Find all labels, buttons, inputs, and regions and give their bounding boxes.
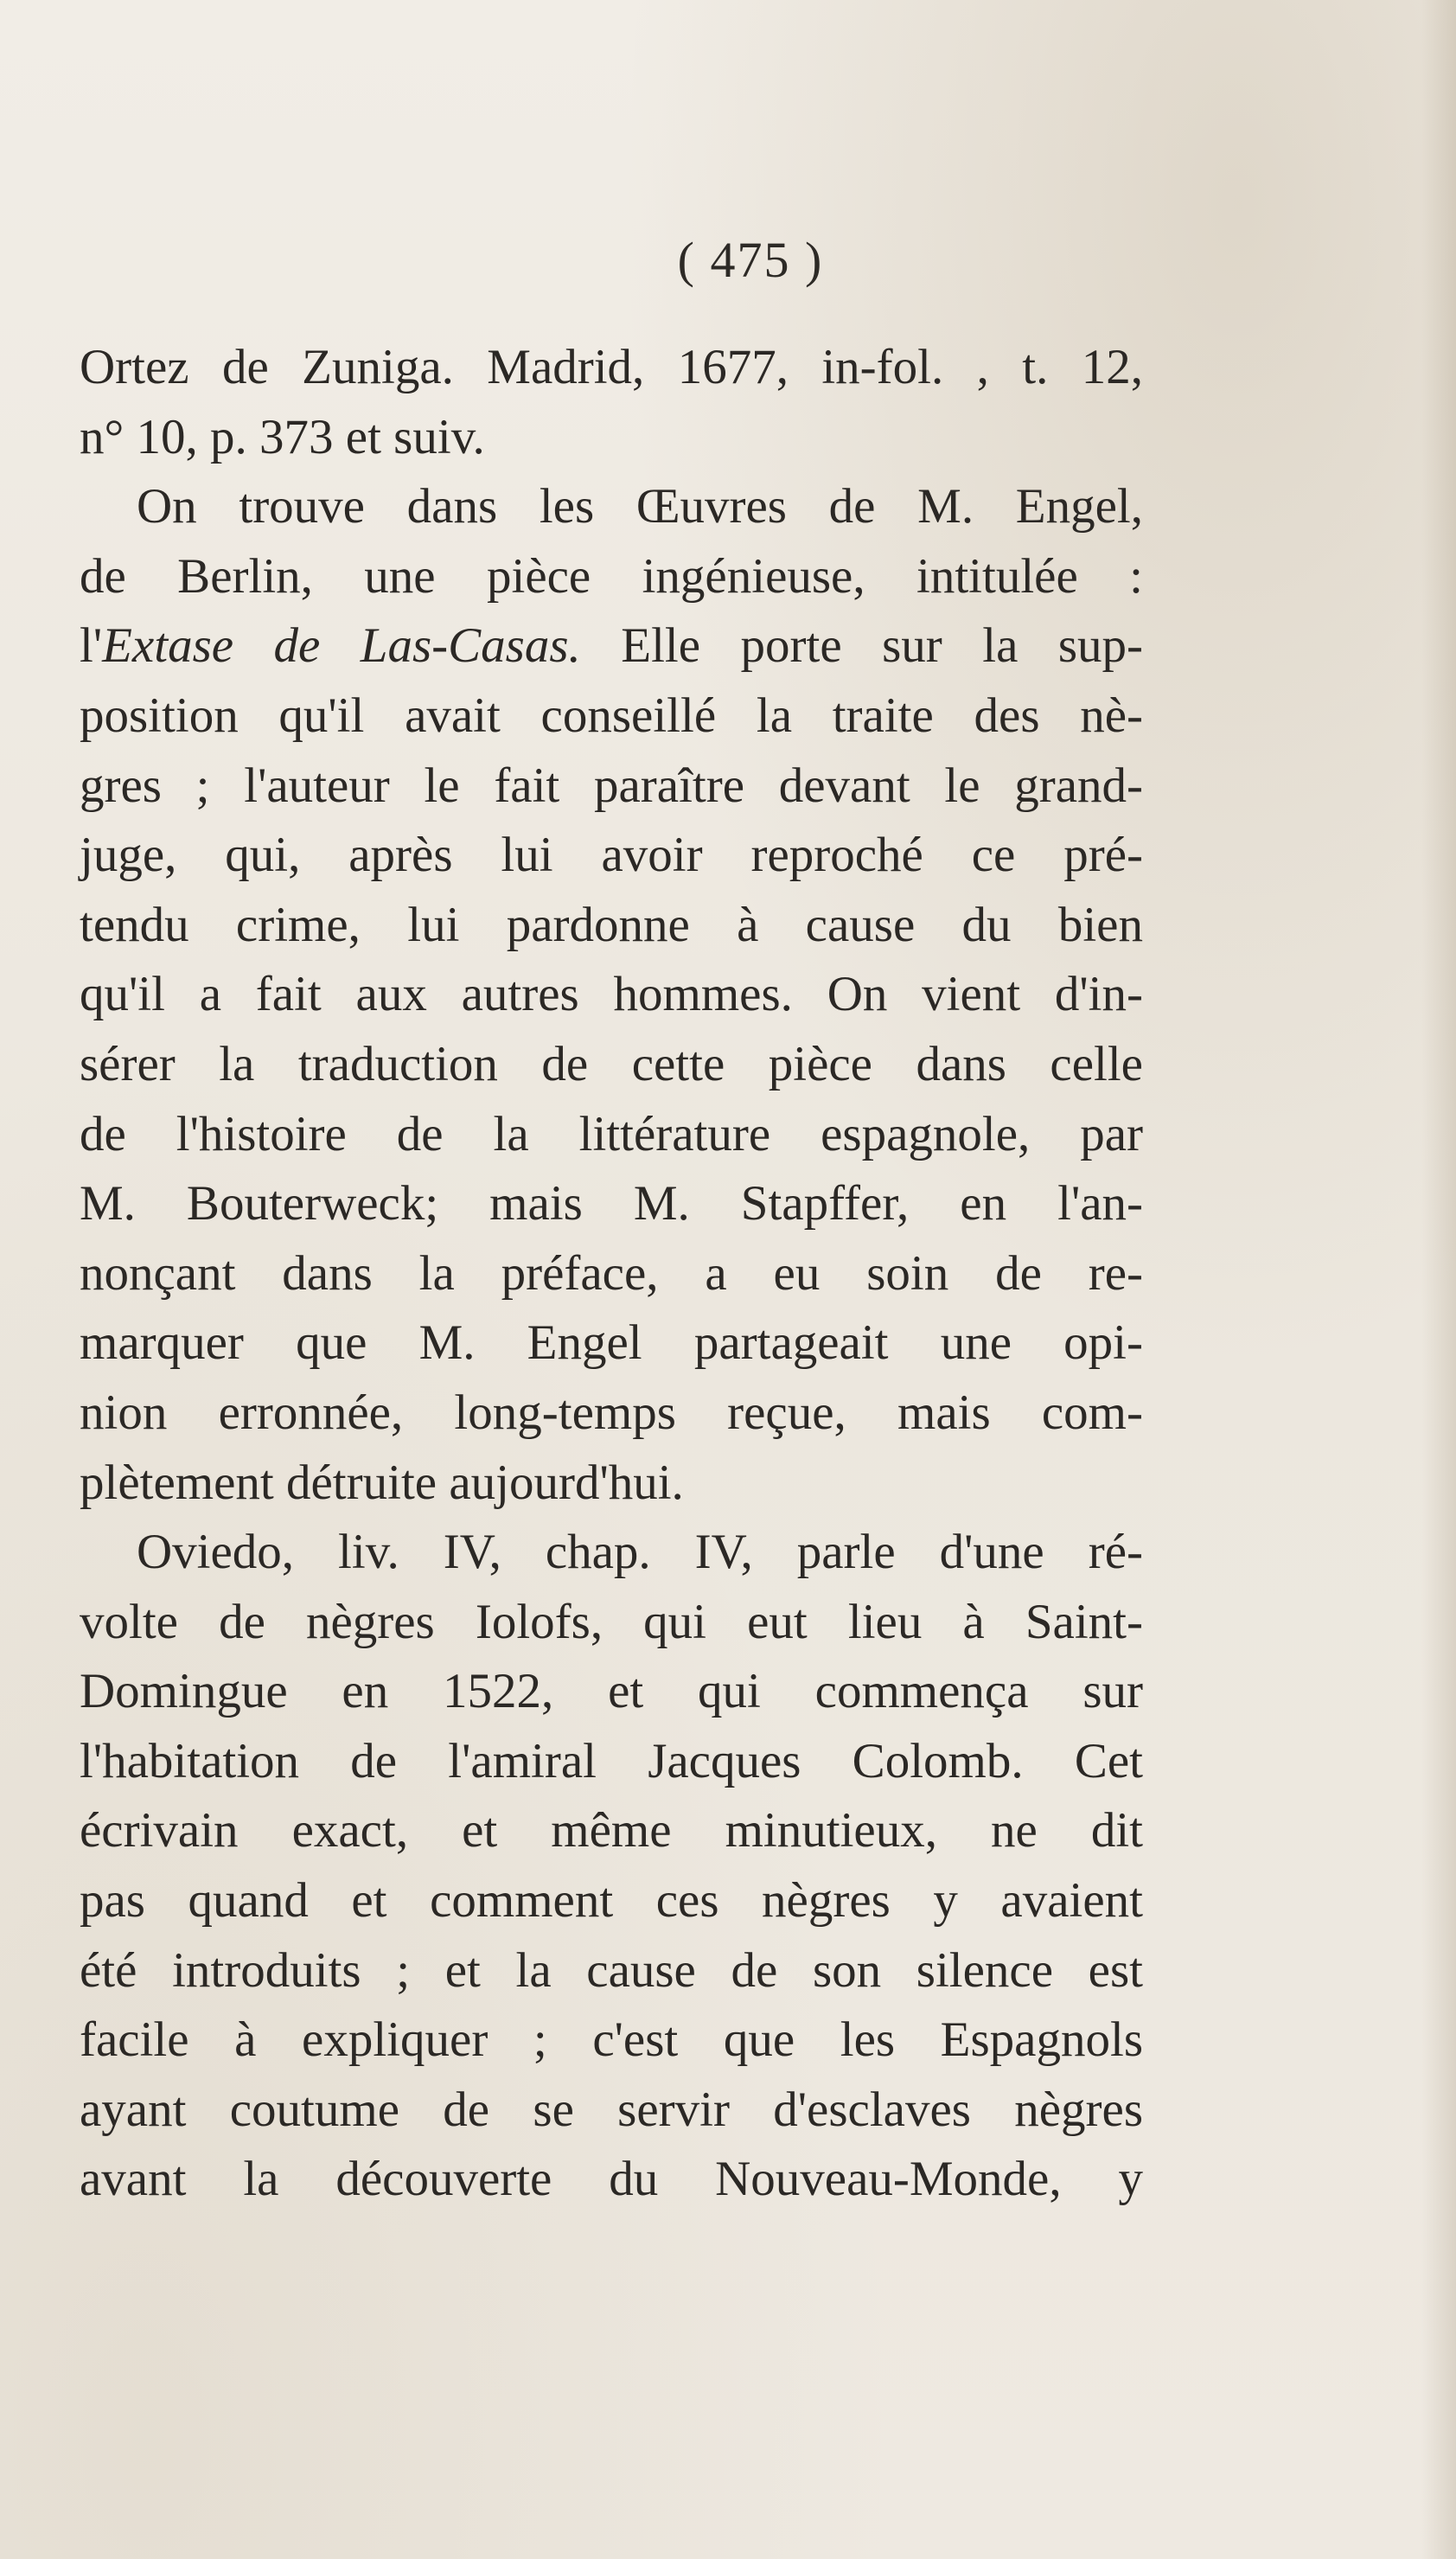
text-line: tendu crime, lui pardonne à cause du bien: [80, 897, 1143, 952]
text-line: position qu'il avait conseillé la traite des nè-: [80, 688, 1143, 743]
italic-title: Extase de Las-Casas.: [102, 618, 581, 674]
paragraph-first-line: On trouve dans les Œuvres de M. Engel,: [137, 479, 1143, 534]
text-line: marquer que M. Engel partageait une opi-: [80, 1315, 1143, 1371]
text-line: Domingue en 1522, et qui commença sur: [80, 1664, 1143, 1719]
text-line: avant la découverte du Nouveau-Monde, y: [80, 2152, 1143, 2207]
text-line: [80, 611, 1143, 681]
text-line: facile à expliquer ; c'est que les Espagnols: [80, 2012, 1143, 2068]
text-line: volte de nègres Iolofs, qui eut lieu à Saint-: [80, 1594, 1143, 1649]
text-segment: l': [80, 618, 103, 674]
text-line: ayant coutume de se servir d'esclaves nègres: [80, 2082, 1143, 2137]
text-line: été introduits ; et la cause de son silence est: [80, 1942, 1143, 1998]
text-line: de Berlin, une pièce ingénieuse, intitulée :: [80, 548, 1143, 604]
body-text: [80, 333, 1143, 2215]
text-line: plètement détruite aujourd'hui.: [80, 1455, 684, 1510]
text-line: n° 10, p. 373 et suiv.: [80, 409, 485, 464]
text-line: M. Bouterweck; mais M. Stapffer, en l'an-: [80, 1176, 1143, 1232]
text-line: l'habitation de l'amiral Jacques Colomb. Cet: [80, 1733, 1143, 1788]
page-number: ( 475 ): [677, 232, 824, 288]
text-line: pas quand et comment ces nègres y avaient: [80, 1873, 1143, 1929]
text-line: nion erronnée, long-temps reçue, mais com-: [80, 1385, 1143, 1440]
text-line: écrivain exact, et même minutieux, ne dit: [80, 1803, 1143, 1858]
text-line: Ortez de Zuniga. Madrid, 1677, in-fol. , t. 12,: [80, 340, 1143, 394]
text-segment: Elle porte sur la sup-: [580, 618, 1143, 674]
text-line: gres ; l'auteur le fait paraître devant le grand-: [80, 758, 1143, 813]
text-line: nonçant dans la préface, a eu soin de re-: [80, 1245, 1143, 1301]
text-line: juge, qui, après lui avoir reproché ce pré-: [80, 828, 1143, 883]
text-line: sérer la traduction de cette pièce dans celle: [80, 1036, 1143, 1091]
text-line: de l'histoire de la littérature espagnole, par: [80, 1106, 1143, 1161]
text-line: qu'il a fait aux autres hommes. On vient d'in-: [80, 967, 1143, 1022]
paragraph-first-line: Oviedo, liv. IV, chap. IV, parle d'une ré-: [137, 1525, 1143, 1580]
page-edge-shading: [1421, 0, 1456, 2559]
